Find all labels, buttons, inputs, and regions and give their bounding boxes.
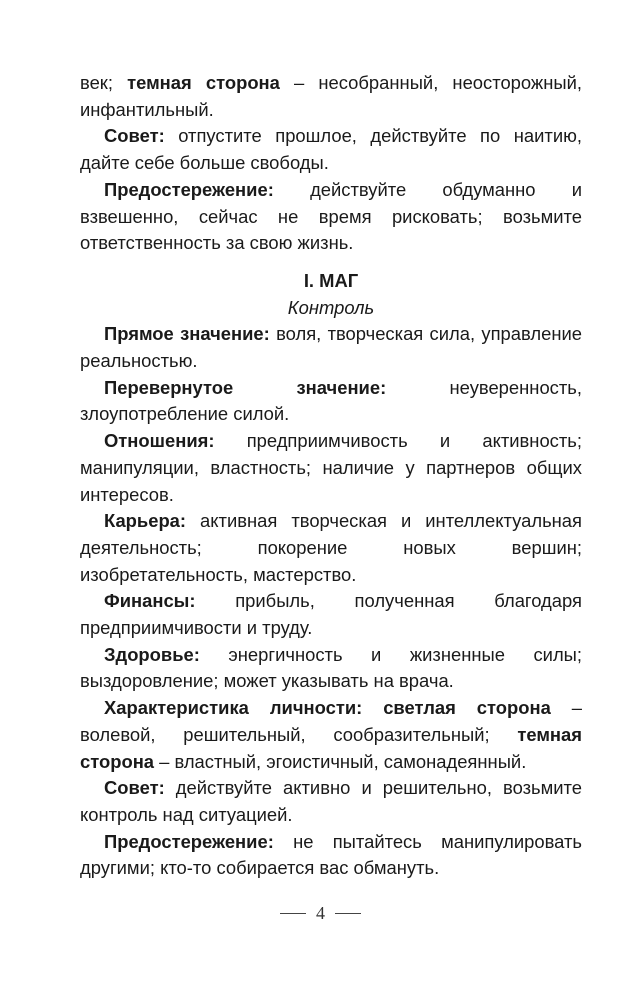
paragraph-direct-meaning — [80, 321, 582, 374]
text: неуверенность, злоупотребление силой. — [80, 376, 582, 425]
bold-label: Характеристика личности: светлая сторона — [104, 697, 551, 719]
text: – несобранный, неосторожный, инфантильный. — [80, 72, 582, 120]
paragraph-career — [80, 508, 582, 588]
paragraph-advice — [80, 775, 582, 828]
paragraph-advice-prev — [80, 123, 582, 176]
text: век; — [80, 72, 128, 93]
card-subtitle: Контроль — [287, 296, 375, 318]
bold-label: Финансы: — [104, 590, 196, 612]
paragraph-health — [80, 642, 582, 695]
text: прибыль, полученная благодаря предприимчивости и труду. — [80, 590, 582, 639]
bold-label: Предостережение: — [104, 178, 274, 200]
text: действуйте обдуманно и взвешенно, сейчас не время рисковать; возьмите ответственность за свою жизнь. — [80, 178, 582, 254]
text: не пытайтесь манипулировать другими; кто-то собирается вас обмануть. — [80, 830, 582, 879]
text: отпустите прошлое, действуйте по наитию, дайте себе больше свободы. — [80, 125, 582, 174]
bold-label: Отношения: — [104, 430, 215, 452]
bold-label: темная сторона — [80, 723, 582, 772]
bold-label: Карьера: — [104, 510, 187, 532]
bold-label: Предостережение: — [104, 830, 274, 852]
bold-label: Здоровье: — [104, 643, 200, 665]
text: энергичность и жизненные силы; выздоровление; может указывать на врача. — [80, 643, 582, 692]
paragraph-dark-side-prev — [80, 70, 582, 123]
text: воля, творческая сила, управление реальностью. — [80, 323, 582, 372]
footer-dash-left — [280, 913, 306, 914]
bold-label: Совет: — [104, 125, 165, 147]
page-number: 4 — [316, 903, 325, 923]
paragraph-personality — [80, 695, 582, 775]
page-footer — [0, 903, 641, 924]
text: действуйте активно и решительно, возьмите контроль над ситуацией. — [80, 777, 582, 825]
text: – властный, эгоистичный, самонадеянный. — [154, 750, 527, 772]
page-content — [80, 70, 582, 882]
bold-label: Перевернутое значение: — [104, 376, 387, 398]
text: активная творческая и интеллектуальная деятельность; покорение новых вершин; изобретательность, мастерство. — [80, 510, 582, 585]
bold-label: Совет: — [104, 777, 165, 799]
paragraph-warning — [80, 829, 582, 882]
paragraph-finance — [80, 588, 582, 641]
text: предприимчивость и активность; манипуляции, властность; наличие у партнеров общих интересов. — [80, 430, 582, 505]
text: – волевой, решительный, сообразительный; — [80, 697, 582, 745]
paragraph-reversed-meaning — [80, 375, 582, 428]
paragraph-relations — [80, 428, 582, 508]
bold-label: Прямое значение: — [104, 323, 270, 345]
bold-label: темная сторона — [127, 72, 280, 93]
paragraph-warning-prev — [80, 177, 582, 257]
footer-dash-right — [335, 913, 361, 914]
card-title: I. МАГ — [303, 269, 359, 291]
